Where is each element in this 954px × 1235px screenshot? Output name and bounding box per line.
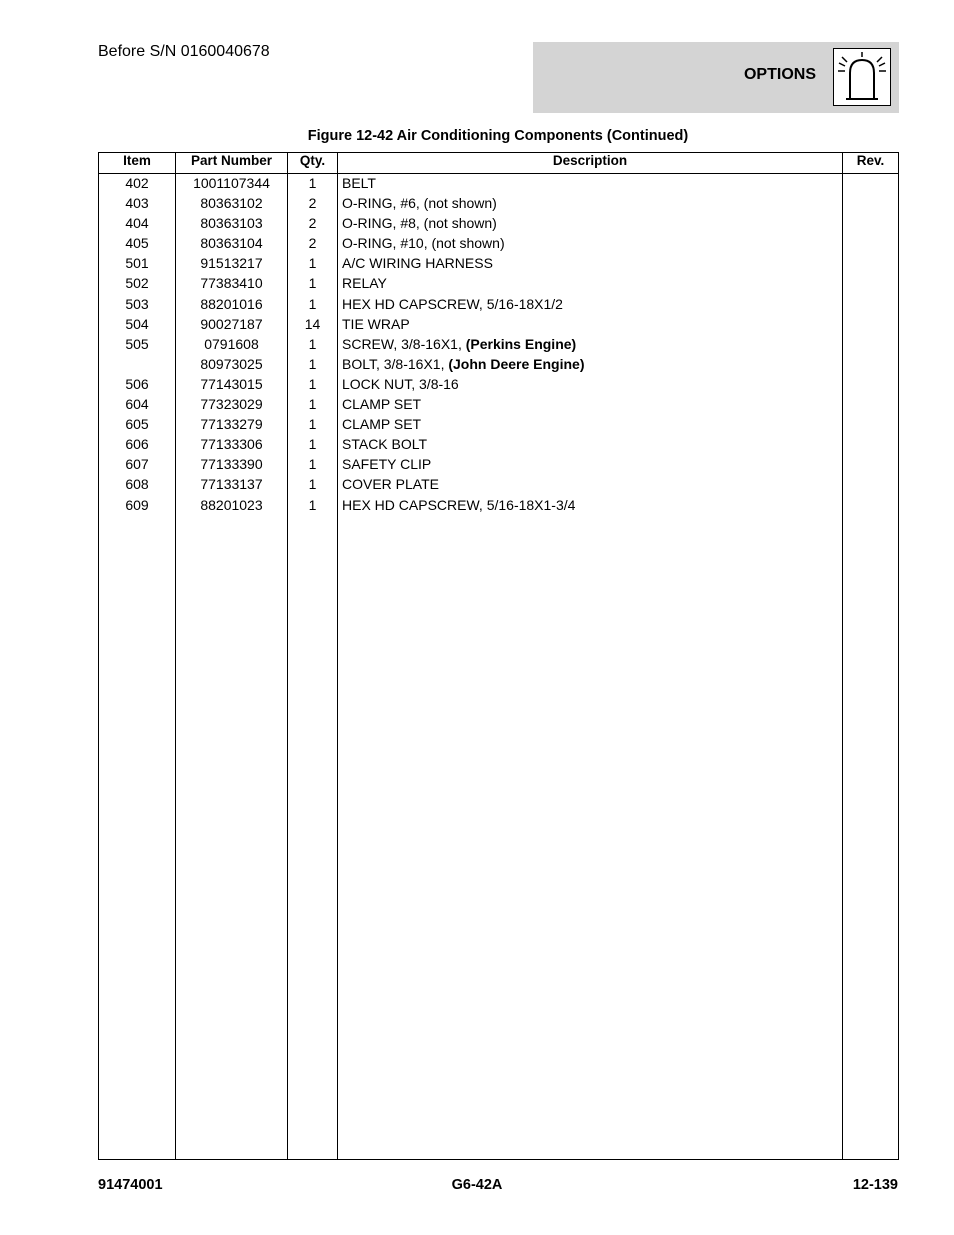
table-row xyxy=(99,415,898,435)
footer-doc-number: 91474001 xyxy=(98,1177,163,1193)
description xyxy=(342,194,497,212)
description-text: SAFETY CLIP xyxy=(342,456,432,473)
item-number: 607 xyxy=(125,456,149,473)
table-row xyxy=(99,234,898,254)
table-row xyxy=(99,355,898,375)
part-number: 77133390 xyxy=(200,456,263,473)
description xyxy=(342,415,421,433)
part-number: 0791608 xyxy=(204,335,259,352)
part-number: 80973025 xyxy=(200,355,263,372)
quantity: 1 xyxy=(308,295,317,312)
description xyxy=(342,335,576,353)
description-note: (John Deere Engine) xyxy=(448,355,585,372)
description-text: STACK BOLT xyxy=(342,436,428,453)
item-number: 503 xyxy=(125,295,149,312)
column-header-rev: Rev. xyxy=(856,153,885,168)
description-text: BOLT, 3/8-16X1, xyxy=(342,355,449,372)
part-number: 77133137 xyxy=(200,476,263,493)
description-text: A/C WIRING HARNESS xyxy=(342,255,493,272)
quantity: 1 xyxy=(308,175,317,191)
item-number: 605 xyxy=(125,416,149,433)
description xyxy=(342,475,439,493)
table-row xyxy=(99,375,898,395)
description-text: HEX HD CAPSCREW, 5/16-18X1/2 xyxy=(342,295,563,312)
description-text: SCREW, 3/8-16X1, xyxy=(342,335,466,352)
column-header-description: Description xyxy=(552,153,628,168)
description xyxy=(342,274,387,292)
part-number: 77133279 xyxy=(200,416,263,433)
part-number: 90027187 xyxy=(200,315,263,332)
table-row xyxy=(99,455,898,475)
table-row xyxy=(99,395,898,415)
description-text: RELAY xyxy=(342,275,387,292)
item-number: 402 xyxy=(125,175,149,191)
description-text: LOCK NUT, 3/8-16 xyxy=(342,375,459,392)
quantity: 2 xyxy=(308,195,317,212)
quantity: 1 xyxy=(308,275,317,292)
description xyxy=(342,254,493,272)
footer-model: G6-42A xyxy=(451,1177,503,1193)
description-text: O-RING, #6, (not shown) xyxy=(342,195,497,212)
part-number: 77323029 xyxy=(200,396,263,413)
table-body xyxy=(99,174,898,516)
part-number: 88201023 xyxy=(200,496,263,513)
quantity: 14 xyxy=(304,315,321,332)
section-tab xyxy=(533,42,899,113)
table-row xyxy=(99,435,898,455)
parts-table xyxy=(98,152,899,1160)
part-number: 77383410 xyxy=(200,275,263,292)
quantity: 1 xyxy=(308,416,317,433)
table-row xyxy=(99,194,898,214)
quantity: 1 xyxy=(308,396,317,413)
description xyxy=(342,455,431,473)
description-text: HEX HD CAPSCREW, 5/16-18X1-3/4 xyxy=(342,496,576,513)
description xyxy=(342,395,421,413)
item-number: 608 xyxy=(125,476,149,493)
item-number: 505 xyxy=(125,335,149,352)
description xyxy=(342,496,575,514)
column-header-qty: Qty. xyxy=(299,153,326,168)
item-number: 506 xyxy=(125,375,149,392)
part-number: 80363102 xyxy=(200,195,263,212)
part-number: 91513217 xyxy=(200,255,263,272)
table-row xyxy=(99,295,898,315)
item-number: 604 xyxy=(125,396,149,413)
description xyxy=(342,355,585,373)
description-text: TIE WRAP xyxy=(342,315,410,332)
description-text: BELT xyxy=(342,175,376,191)
table-row xyxy=(99,475,898,495)
description xyxy=(342,435,427,453)
table-row xyxy=(99,214,898,234)
description-text: O-RING, #10, (not shown) xyxy=(342,235,505,252)
quantity: 1 xyxy=(308,436,317,453)
quantity: 1 xyxy=(308,476,317,493)
quantity: 1 xyxy=(308,335,317,352)
description xyxy=(342,375,459,393)
part-number: 80363103 xyxy=(200,215,263,232)
table-row xyxy=(99,254,898,274)
description-text: O-RING, #8, (not shown) xyxy=(342,215,497,232)
table-row xyxy=(99,315,898,335)
description xyxy=(342,234,505,252)
item-number: 609 xyxy=(125,496,149,513)
table-row xyxy=(99,174,898,194)
item-number: 403 xyxy=(125,195,149,212)
part-number: 77143015 xyxy=(200,375,263,392)
part-number: 77133306 xyxy=(200,436,263,453)
section-label: OPTIONS xyxy=(743,66,816,83)
item-number: 504 xyxy=(125,315,149,332)
description-text: COVER PLATE xyxy=(342,476,439,493)
description xyxy=(342,295,563,313)
description-text: CLAMP SET xyxy=(342,416,422,433)
table-row xyxy=(99,274,898,294)
description xyxy=(342,315,410,333)
footer-page-number: 12-139 xyxy=(852,1177,898,1193)
item-number: 404 xyxy=(125,215,149,232)
item-number: 405 xyxy=(125,235,149,252)
table-row xyxy=(99,335,898,355)
item-number: 606 xyxy=(125,436,149,453)
quantity: 1 xyxy=(308,496,317,513)
column-header-part-number: Part Number xyxy=(190,153,273,168)
warning-beacon-icon xyxy=(833,48,891,106)
column-header-item: Item xyxy=(123,153,151,168)
description-text: CLAMP SET xyxy=(342,396,422,413)
part-number: 80363104 xyxy=(200,235,263,252)
item-number: 501 xyxy=(125,255,149,272)
quantity: 1 xyxy=(308,355,317,372)
quantity: 1 xyxy=(308,255,317,272)
item-number: 502 xyxy=(125,275,149,292)
description xyxy=(342,174,376,192)
part-number: 88201016 xyxy=(200,295,263,312)
figure-title: Figure 12-42 Air Conditioning Components (Continued) xyxy=(307,128,689,144)
quantity: 2 xyxy=(308,235,317,252)
description-note: (Perkins Engine) xyxy=(465,335,577,352)
quantity: 1 xyxy=(308,456,317,473)
quantity: 1 xyxy=(308,375,317,392)
description xyxy=(342,214,497,232)
table-row xyxy=(99,496,898,516)
quantity: 2 xyxy=(308,215,317,232)
part-number: 1001107344 xyxy=(193,175,270,191)
serial-range: Before S/N 0160040678 xyxy=(98,43,270,60)
